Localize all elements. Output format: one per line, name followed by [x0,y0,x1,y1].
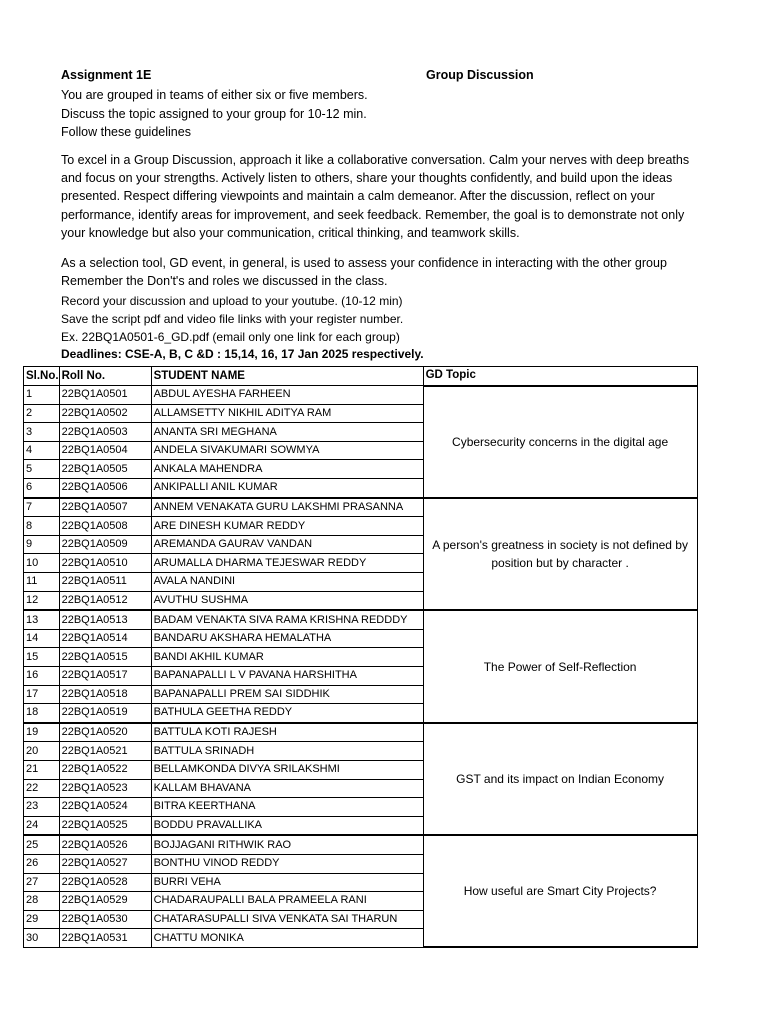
gd-topic-cell: How useful are Smart City Projects? [423,835,697,947]
cell-rollno: 22BQ1A0515 [59,648,151,667]
intro-lines [61,86,368,142]
gd-topic-cell: GST and its impact on Indian Economy [423,723,697,836]
cell-slno: 23 [24,798,60,817]
header-slno: Sl.No. [24,367,60,386]
header-rollno: Roll No. [59,367,151,386]
cell-slno: 11 [24,573,60,592]
cell-rollno: 22BQ1A0527 [59,854,151,873]
cell-rollno: 22BQ1A0523 [59,779,151,798]
cell-rollno: 22BQ1A0525 [59,816,151,835]
selection-line: Remember the Don't's and roles we discussed in the class. [61,274,388,288]
note-line: Ex. 22BQ1A0501-6_GD.pdf (email only one link for each group) [61,330,400,345]
cell-student-name: BAPANAPALLI PREM SAI SIDDHIK [151,685,423,704]
cell-rollno: 22BQ1A0508 [59,517,151,536]
cell-rollno: 22BQ1A0529 [59,892,151,911]
cell-rollno: 22BQ1A0511 [59,573,151,592]
cell-student-name: ANKIPALLI ANIL KUMAR [151,479,423,498]
cell-slno: 7 [24,498,60,517]
note-line: Save the script pdf and video file links with your register number. [61,312,404,327]
cell-student-name: ANANTA SRI MEGHANA [151,423,423,442]
gd-topic-cell: A person's greatness in society is not defined by position but by character . [423,498,697,611]
cell-slno: 27 [24,873,60,892]
table-row [24,723,698,742]
cell-slno: 2 [24,404,60,423]
cell-slno: 17 [24,685,60,704]
cell-rollno: 22BQ1A0509 [59,535,151,554]
dont-reminder [61,272,387,291]
cell-student-name: AREMANDA GAURAV VANDAN [151,535,423,554]
cell-student-name: KALLAM BHAVANA [151,779,423,798]
cell-student-name: ANKALA MAHENDRA [151,460,423,479]
gd-groups-table [23,366,698,948]
table-row [24,835,698,854]
cell-rollno: 22BQ1A0530 [59,910,151,929]
cell-student-name: BANDARU AKSHARA HEMALATHA [151,629,423,648]
intro-line: Discuss the topic assigned to your group for 10-12 min. [61,106,367,121]
cell-slno: 22 [24,779,60,798]
cell-student-name: ARE DINESH KUMAR REDDY [151,517,423,536]
cell-rollno: 22BQ1A0504 [59,441,151,460]
cell-slno: 12 [24,591,60,610]
cell-student-name: BURRI VEHA [151,873,423,892]
cell-student-name: BADAM VENAKTA SIVA RAMA KRISHNA REDDDY [151,610,423,629]
header-student-name: STUDENT NAME [151,367,423,386]
cell-slno: 28 [24,892,60,911]
cell-student-name: ARUMALLA DHARMA TEJESWAR REDDY [151,554,423,573]
cell-slno: 8 [24,517,60,536]
cell-rollno: 22BQ1A0524 [59,798,151,817]
note-line: Record your discussion and upload to your youtube. (10-12 min) [61,294,403,308]
cell-slno: 14 [24,629,60,648]
cell-slno: 24 [24,816,60,835]
cell-student-name: AVALA NANDINI [151,573,423,592]
cell-slno: 26 [24,854,60,873]
cell-rollno: 22BQ1A0505 [59,460,151,479]
cell-student-name: BITRA KEERTHANA [151,798,423,817]
cell-student-name: BANDI AKHIL KUMAR [151,648,423,667]
cell-slno: 29 [24,910,60,929]
cell-rollno: 22BQ1A0513 [59,610,151,629]
cell-slno: 20 [24,742,60,761]
cell-rollno: 22BQ1A0528 [59,873,151,892]
gd-topic-cell: The Power of Self-Reflection [423,610,697,723]
cell-slno: 15 [24,648,60,667]
table-body [24,386,698,948]
cell-rollno: 22BQ1A0526 [59,835,151,854]
selection-paragraph [61,254,667,273]
deadline-text: Deadlines: CSE-A, B, C &D : 15,14, 16, 17 Jan 2025 respectively. [61,347,424,361]
discussion-type-title: Group Discussion [426,68,534,82]
cell-slno: 10 [24,554,60,573]
cell-rollno: 22BQ1A0521 [59,742,151,761]
cell-slno: 19 [24,723,60,742]
cell-student-name: BONTHU VINOD REDDY [151,854,423,873]
cell-student-name: BODDU PRAVALLIKA [151,816,423,835]
cell-slno: 5 [24,460,60,479]
cell-rollno: 22BQ1A0501 [59,386,151,405]
header-gd-topic: GD Topic [423,367,697,386]
guidelines-paragraph: To excel in a Group Discussion, approach it like a collaborative conversation. Calm your nerves with deep breaths and focus on your strengths. Actively listen to others, share your thoughts confidently, and build upon the ideas presented. Respect differing viewpoints and maintain a calm demeanor. After the discussion, reflect on your performance, identify areas for improvement, and seek feedback. Remember, the goal is to demonstrate not only your knowledge but also your communication, critical thinking, and teamwork skills. [61,153,690,240]
cell-student-name: BAPANAPALLI L V PAVANA HARSHITHA [151,667,423,686]
cell-student-name: BATHULA GEETHA REDDY [151,704,423,723]
cell-slno: 9 [24,535,60,554]
cell-student-name: ABDUL AYESHA FARHEEN [151,386,423,405]
table-header-row [24,367,698,386]
cell-slno: 3 [24,423,60,442]
cell-rollno: 22BQ1A0517 [59,667,151,686]
cell-slno: 13 [24,610,60,629]
table-row [24,498,698,517]
cell-student-name: ALLAMSETTY NIKHIL ADITYA RAM [151,404,423,423]
cell-slno: 25 [24,835,60,854]
cell-slno: 4 [24,441,60,460]
cell-student-name: BATTULA SRINADH [151,742,423,761]
assignment-title: Assignment 1E [61,68,152,82]
cell-rollno: 22BQ1A0519 [59,704,151,723]
cell-slno: 18 [24,704,60,723]
cell-rollno: 22BQ1A0503 [59,423,151,442]
cell-student-name: CHADARAUPALLI BALA PRAMEELA RANI [151,892,423,911]
cell-student-name: BATTULA KOTI RAJESH [151,723,423,742]
cell-rollno: 22BQ1A0510 [59,554,151,573]
cell-rollno: 22BQ1A0518 [59,685,151,704]
intro-line: You are grouped in teams of either six or five members. [61,88,368,102]
table-row [24,386,698,405]
cell-student-name: AVUTHU SUSHMA [151,591,423,610]
cell-rollno: 22BQ1A0531 [59,929,151,948]
cell-rollno: 22BQ1A0512 [59,591,151,610]
cell-student-name: CHATTU MONIKA [151,929,423,948]
cell-rollno: 22BQ1A0502 [59,404,151,423]
selection-line: As a selection tool, GD event, in general, is used to assess your confidence in interacting with the other group [61,256,667,270]
cell-rollno: 22BQ1A0514 [59,629,151,648]
intro-line: Follow these guidelines [61,125,191,139]
cell-rollno: 22BQ1A0520 [59,723,151,742]
cell-student-name: ANDELA SIVAKUMARI SOWMYA [151,441,423,460]
cell-rollno: 22BQ1A0507 [59,498,151,517]
cell-slno: 1 [24,386,60,405]
cell-student-name: BELLAMKONDA DIVYA SRILAKSHMI [151,760,423,779]
cell-slno: 6 [24,479,60,498]
table-row [24,610,698,629]
cell-student-name: ANNEM VENAKATA GURU LAKSHMI PRASANNA [151,498,423,517]
cell-rollno: 22BQ1A0506 [59,479,151,498]
cell-slno: 30 [24,929,60,948]
cell-slno: 21 [24,760,60,779]
cell-student-name: BOJJAGANI RITHWIK RAO [151,835,423,854]
submission-notes [61,292,403,347]
cell-slno: 16 [24,667,60,686]
cell-rollno: 22BQ1A0522 [59,760,151,779]
gd-topic-cell: Cybersecurity concerns in the digital age [423,386,697,498]
cell-student-name: CHATARASUPALLI SIVA VENKATA SAI THARUN [151,910,423,929]
